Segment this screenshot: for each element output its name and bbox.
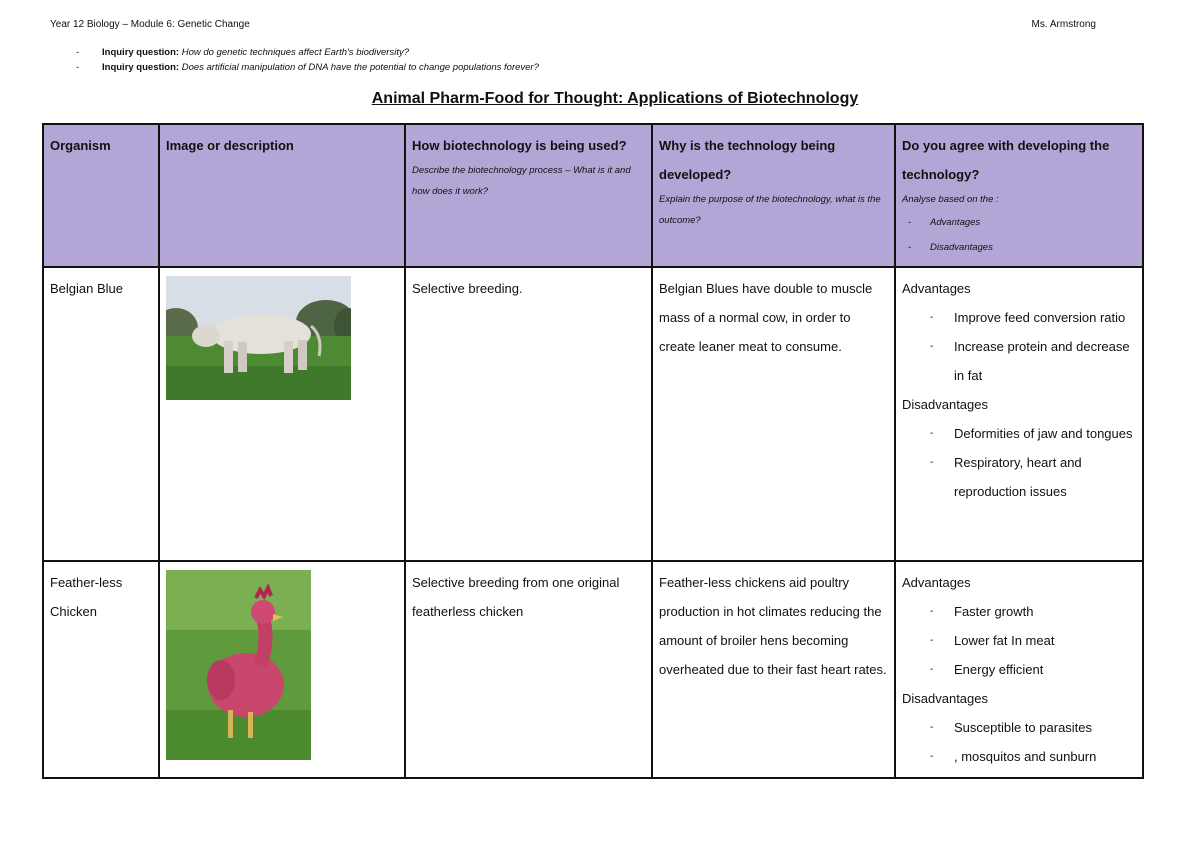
list-item: - Susceptible to parasites — [954, 713, 1136, 742]
table-row — [43, 267, 1143, 561]
cell-organism: Belgian Blue — [43, 267, 159, 561]
page-title: Animal Pharm-Food for Thought: Applications of Biotechnology — [371, 90, 859, 107]
cell-why: Feather-less chickens aid poultry production in hot climates reducing the amount of broiler hens becoming overheated due to their fast heart rates. — [652, 561, 895, 778]
disadvantages-label: Disadvantages — [902, 397, 988, 412]
inquiry-text: Does artificial manipulation of DNA have the potential to change populations forever? — [181, 62, 539, 73]
belgian-blue-image — [166, 276, 351, 400]
header-image: Image or description — [159, 124, 405, 267]
inquiry-question-2: - Inquiry question: Does artificial manipulation of DNA have the potential to change populations forever? — [76, 62, 539, 73]
featherless-chicken-image — [166, 570, 311, 760]
document-header-left: Year 12 Biology – Module 6: Genetic Change — [50, 19, 250, 30]
header-how-sub: Describe the biotechnology process – What is it and how does it work? — [412, 165, 631, 197]
header-how: How biotechnology is being used? Describe the biotechnology process – What is it and how does it work? — [405, 124, 652, 267]
cell-agree — [895, 561, 1143, 778]
advantages-label: Advantages — [902, 281, 971, 296]
inquiry-question-1: - Inquiry question: How do genetic techniques affect Earth's biodiversity? — [76, 47, 410, 58]
list-item: - Respiratory, heart and reproduction issues — [954, 448, 1136, 506]
table-header-row — [43, 124, 1143, 267]
list-item: - Advantages — [930, 210, 1136, 235]
list-item: - Lower fat In meat — [954, 626, 1136, 655]
disadvantages-list — [902, 419, 1136, 506]
biotech-table — [42, 123, 1144, 779]
list-item: - Increase protein and decrease in fat — [954, 332, 1136, 390]
header-agree-sub: Analyse based on the : — [902, 194, 999, 205]
cell-agree — [895, 267, 1143, 561]
header-why-sub: Explain the purpose of the biotechnology, what is the outcome? — [659, 194, 881, 226]
advantages-list — [902, 303, 1136, 390]
disadvantages-list — [902, 713, 1136, 771]
list-item: - Deformities of jaw and tongues — [954, 419, 1136, 448]
header-organism: Organism — [43, 124, 159, 267]
list-item: - , mosquitos and sunburn — [954, 742, 1136, 771]
disadvantages-label: Disadvantages — [902, 691, 988, 706]
cell-why: Belgian Blues have double to muscle mass of a normal cow, in order to create leaner meat to consume. — [652, 267, 895, 561]
cell-image — [159, 267, 405, 561]
inquiry-label: Inquiry question: — [102, 62, 180, 73]
cell-image — [159, 561, 405, 778]
header-agree: Do you agree with developing the technology? Analyse based on the : - Advantages - Disadvantages — [895, 124, 1143, 267]
cell-how: Selective breeding from one original featherless chicken — [405, 561, 652, 778]
document-header-right: Ms. Armstrong — [1031, 19, 1096, 30]
list-item: - Disadvantages — [930, 235, 1136, 260]
advantages-list — [902, 597, 1136, 684]
table-row — [43, 561, 1143, 778]
advantages-label: Advantages — [902, 575, 971, 590]
list-item: - Energy efficient — [954, 655, 1136, 684]
cell-organism: Feather-less Chicken — [43, 561, 159, 778]
list-item: - Improve feed conversion ratio — [954, 303, 1136, 332]
cell-how: Selective breeding. — [405, 267, 652, 561]
inquiry-text: How do genetic techniques affect Earth's biodiversity? — [181, 47, 410, 58]
header-why: Why is the technology being developed? Explain the purpose of the biotechnology, what is the outcome? — [652, 124, 895, 267]
header-agree-list — [902, 210, 1136, 260]
inquiry-label: Inquiry question: — [102, 47, 180, 58]
list-item: - Faster growth — [954, 597, 1136, 626]
